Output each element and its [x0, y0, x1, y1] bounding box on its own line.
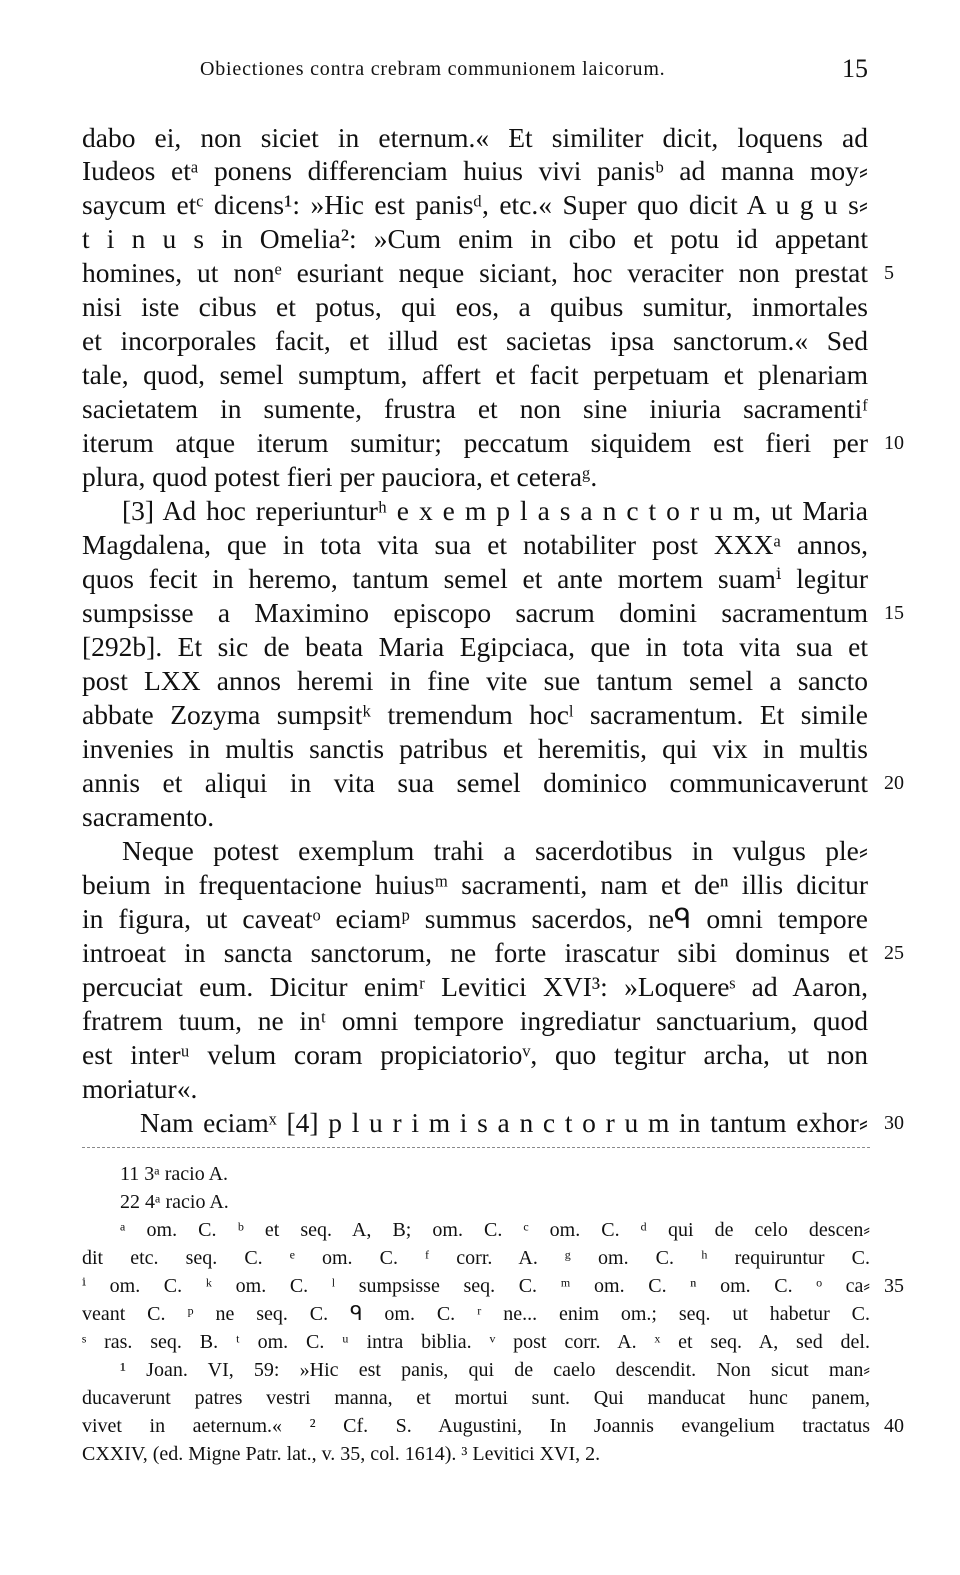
text-line: nisi iste cibus et potus, qui eos, a quibus sumitur, inmortales: [82, 291, 868, 322]
footnote-line: veant C. ᵖ ne seq. C. ᑫ om. C. ʳ ne... enim om.; seq. ut habetur C.: [82, 1303, 870, 1325]
text-line: sacramento.: [82, 801, 215, 832]
text-line: post LXX annos heremi in fine vite sue tantum semel a sancto: [82, 665, 868, 696]
text-line: dabo ei, non siciet in eternum.« Et similiter dicit, loquens ad: [82, 122, 868, 153]
line-number: 35: [884, 1275, 904, 1297]
text-line: quos fecit in heremo, tantum semel et ante mortem suamⁱ legitur: [82, 563, 868, 594]
line-number: 15: [884, 602, 904, 624]
footnote-line: ᵃ om. C. ᵇ et seq. A, B; om. C. ᶜ om. C. ᵈ qui de celo descen⸗: [120, 1219, 870, 1241]
footnote-line: 22 4ᵃ racio A.: [120, 1191, 229, 1213]
page-number: 15: [842, 54, 868, 83]
footnote-line: ˢ ras. seq. B. ᵗ om. C. ᵘ intra biblia. ᵛ post corr. A. ˣ et seq. A, sed del.: [82, 1331, 870, 1353]
text-line: Iudeos etᵃ ponens differenciam huius vivi panisᵇ ad manna moy⸗: [82, 155, 868, 186]
text-line: introeat in sancta sanctorum, ne forte irascatur sibi dominus et: [82, 937, 868, 968]
footnote-line: dit etc. seq. C. ᵉ om. C. ᶠ corr. A. ᵍ om. C. ʰ requiruntur C.: [82, 1247, 870, 1269]
line-number: 25: [884, 942, 904, 964]
text-line: [292b]. Et sic de beata Maria Egipciaca, que in tota vita sua et: [82, 631, 868, 662]
text-line: moriatur«.: [82, 1073, 198, 1104]
footnote-line: ⁱ om. C. ᵏ om. C. ˡ sumpsisse seq. C. ᵐ om. C. ⁿ om. C. ᵒ ca⸗: [82, 1275, 870, 1297]
footnote-line: vivet in aeternum.« ² Cf. S. Augustini, In Joannis evangelium tractatus: [82, 1415, 870, 1437]
text-line: iterum atque iterum sumitur; peccatum siquidem est fieri per: [82, 427, 868, 458]
footnote-line: CXXIV, (ed. Migne Patr. lat., v. 35, col. 1614). ³ Levitici XVI, 2.: [82, 1443, 601, 1465]
footnote-line: 11 3ᵃ racio A.: [120, 1163, 229, 1185]
text-line: plura, quod potest fieri per pauciora, et ceteraᵍ.: [82, 461, 598, 492]
text-line: annis et aliqui in vita sua semel dominico communicaverunt: [82, 767, 868, 798]
text-line: Nam eciamˣ [4] p l u r i m i s a n c t o r u m in tantum exhor⸗: [140, 1107, 868, 1138]
footnote-line: ducaverunt patres vestri manna, et mortui sunt. Qui manducat hunc panem,: [82, 1387, 870, 1409]
text-line: invenies in multis sanctis patribus et heremitis, qui vix in multis: [82, 733, 868, 764]
text-line: Neque potest exemplum trahi a sacerdotibus in vulgus ple⸗: [122, 835, 868, 866]
line-number: 40: [884, 1415, 904, 1437]
text-line: t i n u s in Omelia²: »Cum enim in cibo et potu id appetant: [82, 223, 868, 254]
text-line: fratrem tuum, ne inᵗ omni tempore ingrediatur sanctuarium, quod: [82, 1005, 868, 1036]
text-line: percuciat eum. Dicitur enimʳ Levitici XVI³: »Loquereˢ ad Aaron,: [82, 971, 868, 1002]
text-line: [3] Ad hoc reperiunturʰ e x e m p l a s a n c t o r u m, ut Maria: [122, 495, 868, 526]
text-line: et incorporales facit, et illud est sacietas ipsa sanctorum.« Sed: [82, 325, 868, 356]
text-line: est interᵘ velum coram propiciatorioᵛ, quo tegitur archa, ut non: [82, 1039, 868, 1070]
text-line: beium in frequentacione huiusᵐ sacramenti, nam et deⁿ illis dicitur: [82, 869, 868, 900]
line-number: 30: [884, 1112, 904, 1134]
text-line: sumpsisse a Maximino episcopo sacrum domini sacramentum: [82, 597, 868, 628]
text-line: in figura, ut caveatᵒ eciamᵖ summus sacerdos, neᑫ omni tempore: [82, 903, 868, 934]
text-line: Magdalena, que in tota vita sua et notabiliter post XXXᵃ annos,: [82, 529, 868, 560]
text-line: sacietatem in sumente, frustra et non sine iniuria sacramentiᶠ: [82, 393, 868, 424]
running-title: Obiectiones contra crebram communionem laicorum.: [200, 58, 666, 80]
text-line: tale, quod, semel sumptum, affert et facit perpetuam et plenariam: [82, 359, 868, 390]
line-number: 20: [884, 772, 904, 794]
line-number: 10: [884, 432, 904, 454]
text-line: abbate Zozyma sumpsitᵏ tremendum hocˡ sacramentum. Et simile: [82, 699, 868, 730]
text-line: homines, ut nonᵉ esuriant neque siciant, hoc veraciter non prestat: [82, 257, 868, 288]
text-line: saycum etᶜ dicens¹: »Hic est panisᵈ, etc.« Super quo dicit A u g u s⸗: [82, 189, 868, 220]
line-number: 5: [884, 262, 894, 284]
footnote-separator: [82, 1147, 870, 1148]
footnote-line: ¹ Joan. VI, 59: »Hic est panis, qui de caelo descendit. Non sicut man⸗: [120, 1359, 870, 1381]
